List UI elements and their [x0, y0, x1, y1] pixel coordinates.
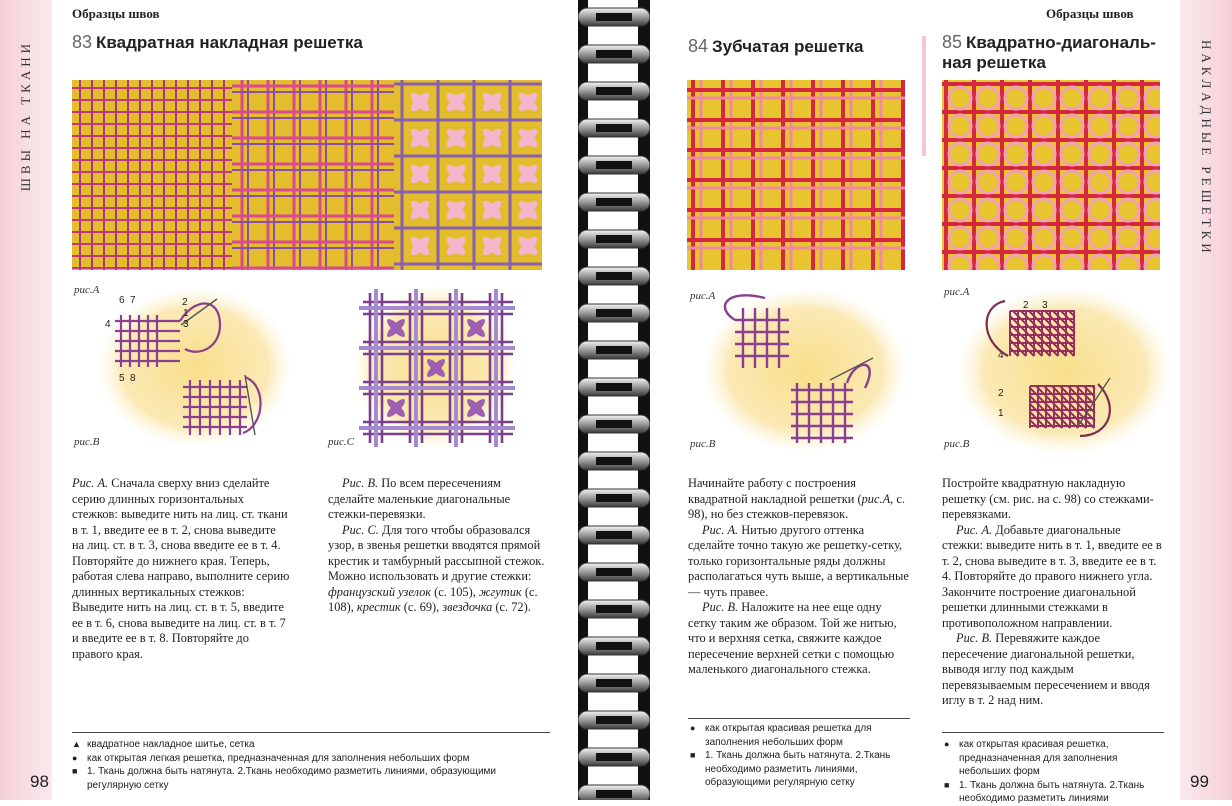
text-83-col2-lead-c: Рис. С.: [342, 522, 379, 537]
square-icon: ■: [72, 766, 78, 776]
diagram-83-c: [355, 285, 515, 450]
triangle-icon: ▲: [72, 739, 81, 749]
section-83-photo: [72, 80, 542, 270]
diagram-85-num-2a: 2: [1023, 300, 1029, 311]
text-84: [688, 476, 910, 678]
fig-label-84-a: рис.A: [690, 290, 716, 302]
left-side-label: ШВЫ НА ТКАНИ: [18, 40, 33, 192]
diagram-85-num-2b: 2: [998, 388, 1004, 399]
notes-83: [72, 738, 552, 792]
circle-icon: ●: [690, 723, 696, 733]
page-number-left: 98: [30, 772, 49, 791]
text-84-lead-a: Рис. А.: [702, 522, 739, 537]
fig-label-83-b: рис.B: [74, 436, 100, 448]
section-85-photo: [942, 80, 1160, 270]
section-85-title: [942, 32, 1172, 73]
ref-star-page: (с. 72).: [492, 600, 531, 614]
running-head-left: Образцы швов: [72, 6, 160, 21]
section-84-photo: [687, 80, 905, 270]
diagram-83-num-6: 6: [119, 295, 125, 306]
ref-cross: крестик: [356, 600, 401, 614]
section-83-title: [72, 32, 363, 53]
text-84-lead-b: Рис. В.: [702, 600, 739, 614]
circle-icon: ●: [72, 752, 78, 763]
section-85-heading-2: ная решетка: [942, 53, 1046, 72]
text-84-intro-ref: рис.А: [861, 491, 891, 506]
section-85-number: 85: [942, 32, 963, 52]
note-83-tips: 1. Ткань должна быть натянута. 2.Ткань необходимо разметить линиями, образующими регулярную сетку: [87, 766, 496, 791]
ref-star: звездочка: [442, 600, 493, 614]
diagram-85-num-3: 3: [1042, 300, 1048, 311]
ref-cord: жгутик: [478, 584, 522, 599]
diagram-83-num-7: 7: [130, 295, 136, 306]
note-83-purpose: как открытая легкая решетка, предназначенная для заполнения небольших форм: [87, 752, 470, 764]
section-85-bar: [922, 36, 926, 156]
section-83-number: 83: [72, 32, 93, 52]
note-83-usage: квадратное накладное шитье, сетка: [87, 739, 255, 750]
notes-rule-83: [72, 732, 550, 733]
notes-84: [690, 722, 912, 790]
text-83-col1: [72, 476, 290, 662]
text-83-col2-lead-b: Рис. В.: [342, 476, 379, 490]
diagram-83-num-2: 2: [182, 297, 188, 308]
text-85-intro: Постройте квадратную накладную решетку (см. рис. на с. 98) со стежками-перевязками.: [942, 476, 1154, 521]
diagram-85: [960, 286, 1170, 456]
text-83-col2-body-b: По всем пересечениям сделайте маленькие диагональные стежки-перевязки.: [328, 476, 511, 521]
text-83-col2: [328, 476, 546, 616]
fig-label-84-b: рис.B: [690, 438, 716, 450]
section-84-heading: Зубчатая решетка: [712, 37, 864, 56]
diagram-84: [705, 288, 905, 453]
fig-label-85-a: рис.A: [944, 286, 970, 298]
diagram-83-num-1: 1: [183, 308, 189, 319]
notes-85: [944, 738, 1166, 806]
fig-label-85-b: рис.B: [944, 438, 970, 450]
note-85-tips: 1. Ткань должна быть натянута. 2.Ткань необходимо разметить линиями: [959, 779, 1145, 804]
diagram-85-num-4: 4: [998, 350, 1004, 361]
ref-cord-page: (с. 108),: [328, 584, 538, 614]
diagram-83-num-5: 5: [119, 373, 125, 384]
text-85-body-b: Перевяжите каждое пересечение диагональной решетки, выводя иглу под каждым перевязываемым пересечением и вводя иглу в т. 2 над ним.: [942, 631, 1150, 707]
section-84-title: [688, 36, 864, 57]
running-head-right: Образцы швов: [1046, 6, 1134, 21]
note-84-tips: 1. Ткань должна быть натянута. 2.Ткань необходимо разметить линиями, образующими регулярную сетку: [705, 750, 891, 788]
text-85-body-a: Добавьте диагональные стежки: выведите нить в т. 1, введите ее в т. 2, снова выведите в т. 3, введите ее в т. 4. Повторяйте до правого нижнего угла. Закончите построение диагональной решетки длинными стежками в противоположном направлении.: [942, 522, 1162, 630]
text-83-col1-lead: Рис. А.: [72, 476, 109, 490]
diagram-83-num-4: 4: [105, 319, 111, 330]
text-85-lead-b: Рис. В.: [956, 631, 993, 645]
circle-icon: ●: [944, 739, 950, 749]
spiral-binding: [578, 0, 650, 800]
note-84-purpose: как открытая красивая решетка для заполнения небольших форм: [705, 723, 872, 748]
text-84-body-a: Нитью другого оттенка сделайте точно такую же решетку-сетку, только горизонтальные ряды должны располагаться чуть выше, а вертикальные — чуть правее.: [688, 522, 909, 599]
diagram-83-num-8: 8: [130, 373, 136, 384]
section-85-heading-1: Квадратно-диагональ-: [966, 33, 1156, 52]
text-83-col2-body-c: Для того чтобы образовался узор, в звенья решетки вводятся прямой крестик и тамбурный рассыпной стежок. Можно использовать и другие стежки:: [328, 522, 545, 583]
text-84-body-b: Наложите на нее еще одну сетку таким же образом. Той же нитью, что и верхняя сетка, свяжите каждое пересечение верхней сетки с помощью маленького диагонального стежка.: [688, 600, 897, 676]
text-83-col1-body: Сначала сверху вниз сделайте серию длинных горизонтальных стежков: выведите нить на лиц. ст. ткани в т. 1, введите ее в т. 2, снова выведите на лиц. ст. в т. 3, снова введите ее в т. 4. Повторяйте до нижнего края. Теперь, работая слева направо, выполните серию длинных вертикальных стежков: Выведите нить на лиц. ст. в т. 5, введите ее в т. 6, снова выведите на лиц. ст. в т. 7 и введите ее в т. 8. Повторяйте до правого края.: [72, 476, 290, 661]
diagram-83-num-3: 3: [183, 319, 189, 330]
square-icon: ■: [690, 750, 696, 760]
text-85-lead-a: Рис. А.: [956, 522, 993, 537]
text-85: [942, 476, 1164, 709]
text-84-intro: Начинайте работу с построения квадратной накладной решетки (: [688, 476, 862, 506]
ref-french-knot: французский узелок: [328, 584, 432, 599]
text-84-intro-after: , с. 98), но без стежков-перевязок.: [688, 491, 905, 521]
diagram-85-num-1: 1: [998, 408, 1004, 419]
page-number-right: 99: [1190, 772, 1209, 791]
section-83-heading: Квадратная накладная решетка: [96, 33, 363, 52]
ref-cross-page: (с. 69),: [400, 600, 443, 614]
ref-french-knot-page: (с. 105),: [431, 584, 479, 599]
fig-label-83-c: рис.C: [328, 436, 354, 448]
note-85-purpose: как открытая красивая решетка, предназначенная для заполнения небольших форм: [959, 739, 1118, 777]
square-icon: ■: [944, 779, 950, 790]
fig-label-83-a: рис.A: [74, 284, 100, 296]
notes-rule-85: [942, 732, 1164, 733]
section-84-number: 84: [688, 36, 709, 56]
notes-rule-84: [688, 718, 910, 719]
right-side-label: НАКЛАДНЫЕ РЕШЕТКИ: [1199, 40, 1214, 257]
diagram-83-ab: [95, 285, 295, 450]
